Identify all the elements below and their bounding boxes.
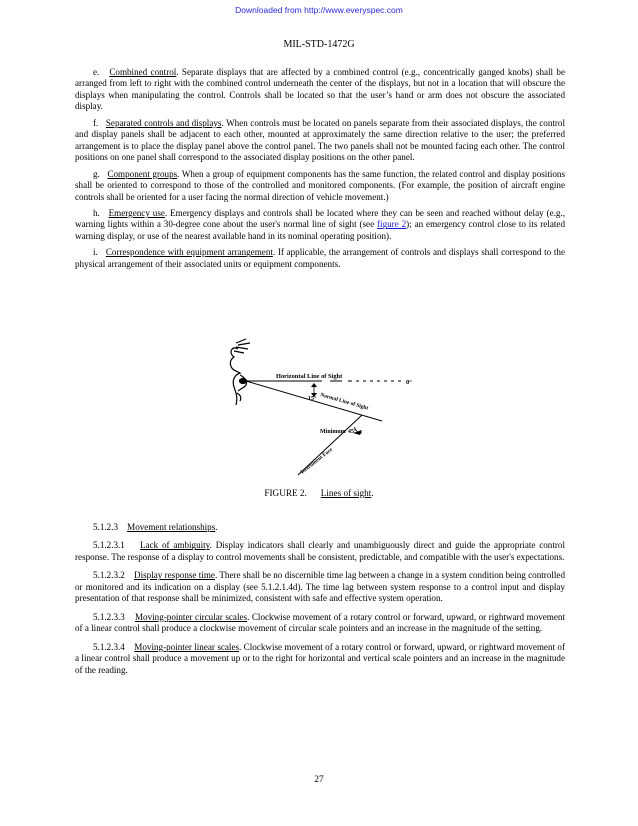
paragraph-label: h. bbox=[93, 207, 100, 218]
document-header: MIL-STD-1472G bbox=[283, 39, 355, 50]
paragraph-title: Component groups bbox=[107, 168, 178, 179]
section-text: . bbox=[215, 522, 218, 532]
section-number: 5.1.2.3.4 bbox=[93, 641, 125, 652]
section-title: Lack of ambiguity bbox=[140, 540, 210, 551]
horizontal-line-label: Horizontal Line of Sight bbox=[276, 373, 343, 380]
section-5-1-2-3-2 bbox=[75, 570, 565, 604]
section-number: 5.1.2.3.1 bbox=[93, 540, 125, 551]
instrument-face-label: Instrument Face bbox=[299, 446, 334, 476]
section-number: 5.1.2.3.3 bbox=[93, 611, 125, 622]
paragraph-e bbox=[75, 67, 565, 113]
paragraph-title: Correspondence with equipment arrangement bbox=[105, 247, 273, 258]
forty-five-degree-label: 45° bbox=[348, 429, 357, 435]
section-title: Display response time bbox=[134, 570, 215, 581]
section-5-1-2-3-3 bbox=[75, 612, 565, 635]
download-banner[interactable]: Downloaded from http://www.everyspec.com bbox=[235, 5, 403, 15]
lines-of-sight-diagram bbox=[222, 335, 422, 483]
lines-of-sight-figure bbox=[222, 335, 422, 483]
paragraph-h bbox=[75, 208, 565, 242]
figure-2-link[interactable]: figure 2 bbox=[377, 219, 407, 230]
paragraph-text: . When a group of equipment components has the same function, the related control and display positions shall be oriented to correspond to those of the controlled and monitored components. (For example, the position of aircraft engine controls shall be oriented for a user facing the normal direction of vehicle movement.) bbox=[75, 168, 566, 202]
section-5-1-2-3 bbox=[75, 522, 565, 533]
paragraph-label: e. bbox=[93, 67, 100, 77]
section-text: . Clockwise movement of a rotary control or forward, upward, or rightward movement of a linear control shall produce a movement up or to the right for horizontal and vertical scale pointers and an increase in the magnitude of the reading. bbox=[75, 641, 565, 675]
figure-title: Lines of sight bbox=[320, 488, 372, 498]
section-number: 5.1.2.3 bbox=[93, 522, 119, 532]
section-text: . Display indicators shall clearly and unambiguously direct and guide the appropriate control response. The response of a display to control movements shall be consistent, predictable, and compatible with the user's expectations. bbox=[75, 540, 565, 562]
section-text: . There shall be no discernible time lag between a change in a system condition being controlled or monitored and its indication on a display (see 5.1.2.1.4d). The time lag between system response to a control input and display presentation of that response shall be minimized, consistent with safe and effective system operation. bbox=[75, 570, 565, 604]
paragraph-title: Separated controls and displays bbox=[105, 117, 222, 128]
paragraph-text: ); an emergency control close to its related warning display, or use of the nearest available hand in its nominal operating position). bbox=[75, 219, 565, 241]
zero-degree-label: 0° bbox=[406, 379, 412, 386]
normal-line-label: Normal Line of Sight bbox=[319, 392, 369, 412]
section-title: Moving-pointer linear scales bbox=[134, 641, 240, 652]
figure-number: FIGURE 2. bbox=[264, 488, 307, 498]
page-number: 27 bbox=[314, 775, 324, 785]
paragraph-text: . If applicable, the arrangement of controls and displays shall correspond to the physical arrangement of their associated units or equipment components. bbox=[75, 247, 565, 269]
paragraph-title: Emergency use bbox=[108, 207, 165, 218]
section-5-1-2-3-1 bbox=[75, 540, 565, 563]
paragraph-text: . When controls must be located on panels separate from their associated displays, the control and display panels shall be adjacent to each other, mounted at approximately the same direction relative to the user; the preferred arrangement is to place the display panel above the control panel. The two panels shall not be mounted facing each other. The control positions on one panel shall correspond to the associated display positions on the other panel. bbox=[75, 117, 565, 163]
figure-caption: FIGURE 2. Lines of sight. bbox=[264, 488, 374, 498]
paragraph-label: i. bbox=[93, 247, 98, 258]
paragraph-i bbox=[75, 247, 565, 270]
section-text: . Clockwise movement of a rotary control or forward, upward, or rightward movement of a linear control shall produce a clockwise movement of circular scale pointers and an increase in the magnitude of the setting. bbox=[75, 611, 565, 634]
paragraph-text: . Emergency displays and controls shall be located where they can be seen and reached without delay (e.g., warning lights within a 30-degree cone about the user's normal line of sight (see bbox=[75, 207, 566, 230]
paragraph-text: . Separate displays that are affected by a combined control (e.g., concentrically ganged knobs) shall be arranged from left to right with the combined control underneath the center of the displays, but not in a location that will obscure the displays when manipulating the control. Controls shall be located so that the user’s hand or arm does not obscure the associated display. bbox=[75, 67, 566, 112]
paragraph-f bbox=[75, 118, 565, 164]
paragraph-label: g. bbox=[93, 168, 100, 179]
minimum-label: Minimum bbox=[320, 429, 346, 435]
section-5-1-2-3-4 bbox=[75, 642, 565, 676]
head-profile-icon bbox=[230, 339, 250, 405]
paragraph-list bbox=[75, 67, 565, 275]
paragraph-g bbox=[75, 169, 565, 203]
fifteen-degree-label: 15° bbox=[308, 396, 317, 402]
section-number: 5.1.2.3.2 bbox=[93, 570, 125, 581]
section-title: Movement relationships bbox=[127, 522, 216, 532]
paragraph-title: Combined control bbox=[109, 67, 177, 77]
paragraph-label: f. bbox=[93, 117, 99, 128]
section-title: Moving-pointer circular scales bbox=[134, 611, 248, 622]
section-list bbox=[75, 522, 565, 683]
